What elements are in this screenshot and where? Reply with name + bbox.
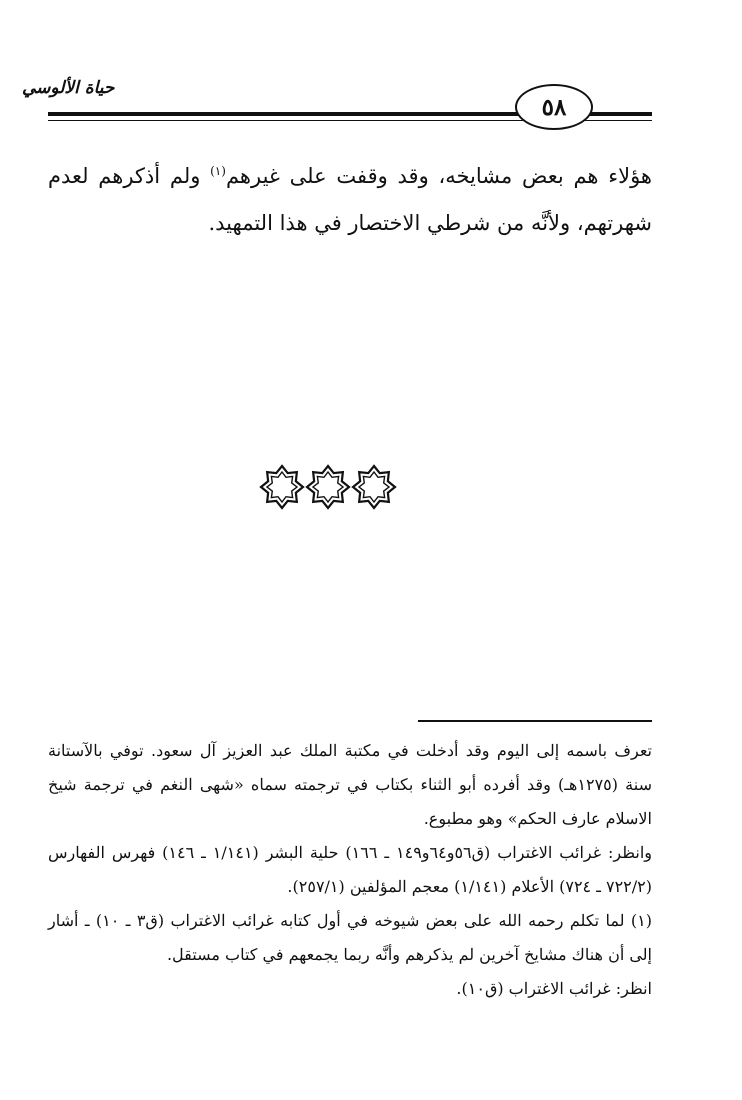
footnotes xyxy=(48,734,652,1006)
footnote-1-text: لما تكلم رحمه الله على بعض شيوخه في أول كتابه غرائب الاغتراب (ق٣ ـ ١٠) ـ أشار إلى أن هناك مشايخ آخرين لم يذكرهم وأنَّه ربما يجمعهم في كتاب مستقل. xyxy=(48,911,652,964)
footnote-1-marker: (١) xyxy=(630,911,652,930)
footnote-reference[interactable]: (١) xyxy=(210,164,226,178)
paragraph-text: هؤلاء هم بعض مشايخه، وقد وقفت على غيرهم xyxy=(225,164,653,188)
page-number: ٥٨ xyxy=(515,84,593,130)
section-divider-ornament xyxy=(258,462,398,512)
paragraph-text-continued: ولم أذكرهم لعدم شهرتهم، ولأنَّه من شرطي الاختصار في هذا التمهيد. xyxy=(48,164,652,235)
footnote-sources: وانظر: غرائب الاغتراب (ق٥٦و٦٤و١٤٩ ـ ١٦٦) حلية البشر (١/١٤١ ـ ١٤٦) فهرس الفهارس (٧٢٢/٢ ـ ٧٢٤) الأعلام (١/١٤١) معجم المؤلفين (٢٥٧/١). xyxy=(48,843,652,896)
main-paragraph xyxy=(48,148,652,247)
footnote-separator xyxy=(418,720,652,722)
footnote-continued: تعرف باسمه إلى اليوم وقد أدخلت في مكتبة الملك عبد العزيز آل سعود. توفي بالآستانة سنة (١٢٧٥هـ) وقد أفرده أبو الثناء بكتاب في ترجمته سماه «شهى النغم في ترجمة شيخ الاسلام عارف الحكم» وهو مطبوع. xyxy=(48,741,652,828)
paragraph xyxy=(48,148,652,247)
running-title: حياة الألوسي xyxy=(22,78,115,98)
star-inner-icon xyxy=(267,472,297,502)
footnote-1-reference: انظر: غرائب الاغتراب (ق١٠). xyxy=(456,979,652,998)
star-inner-icon xyxy=(359,472,389,502)
footnote-1 xyxy=(48,904,652,972)
star-inner-icon xyxy=(313,472,343,502)
